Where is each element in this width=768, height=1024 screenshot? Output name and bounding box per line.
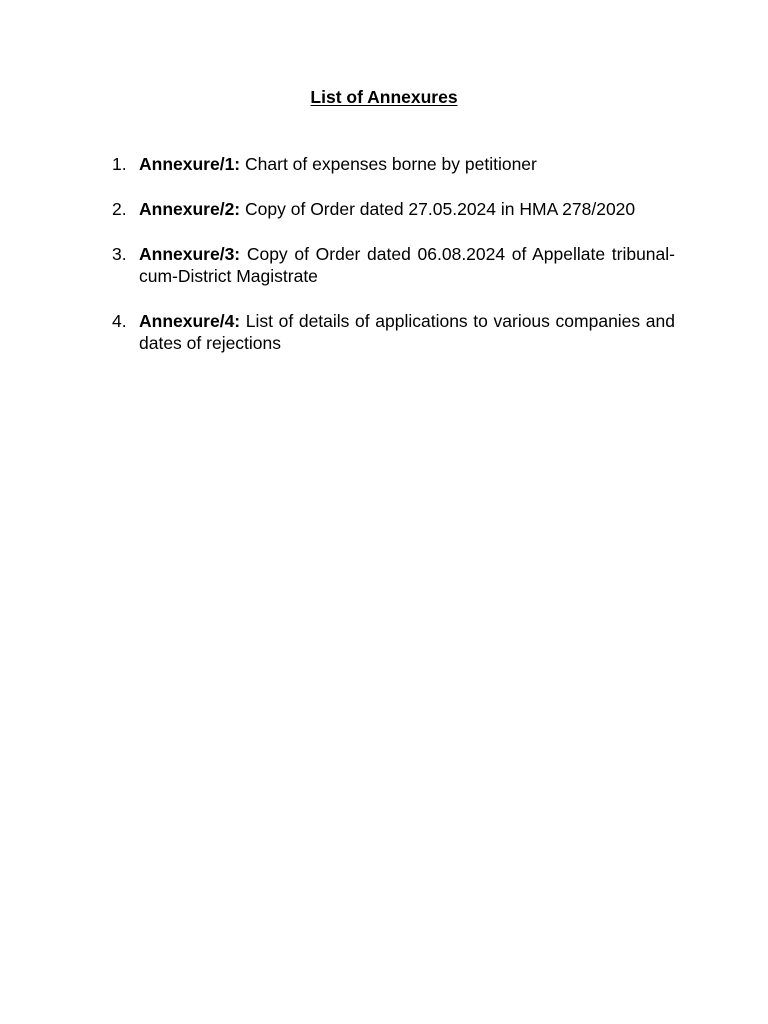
annexure-label: Annexure/4:	[139, 311, 241, 331]
item-number: 2.	[112, 199, 127, 219]
list-item	[112, 198, 675, 220]
page-title: List of Annexures	[310, 87, 458, 107]
annexure-description: Copy of Order dated 06.08.2024 of Appellate tribunal-cum-District Magistrate	[139, 244, 675, 286]
item-number: 1.	[112, 154, 127, 174]
annexure-label: Annexure/3:	[139, 244, 241, 264]
annexure-description: Copy of Order dated 27.05.2024 in HMA 278/2020	[245, 199, 636, 219]
item-number: 4.	[112, 311, 127, 331]
list-item	[112, 243, 675, 287]
list-item	[112, 153, 675, 175]
annexure-description: Chart of expenses borne by petitioner	[245, 154, 537, 174]
annexure-label: Annexure/1:	[139, 154, 241, 174]
item-number: 3.	[112, 244, 127, 264]
annexure-description: List of details of applications to various companies and dates of rejections	[139, 311, 675, 353]
list-item	[112, 310, 675, 354]
annexure-label: Annexure/2:	[139, 199, 241, 219]
annexure-list	[112, 153, 675, 377]
